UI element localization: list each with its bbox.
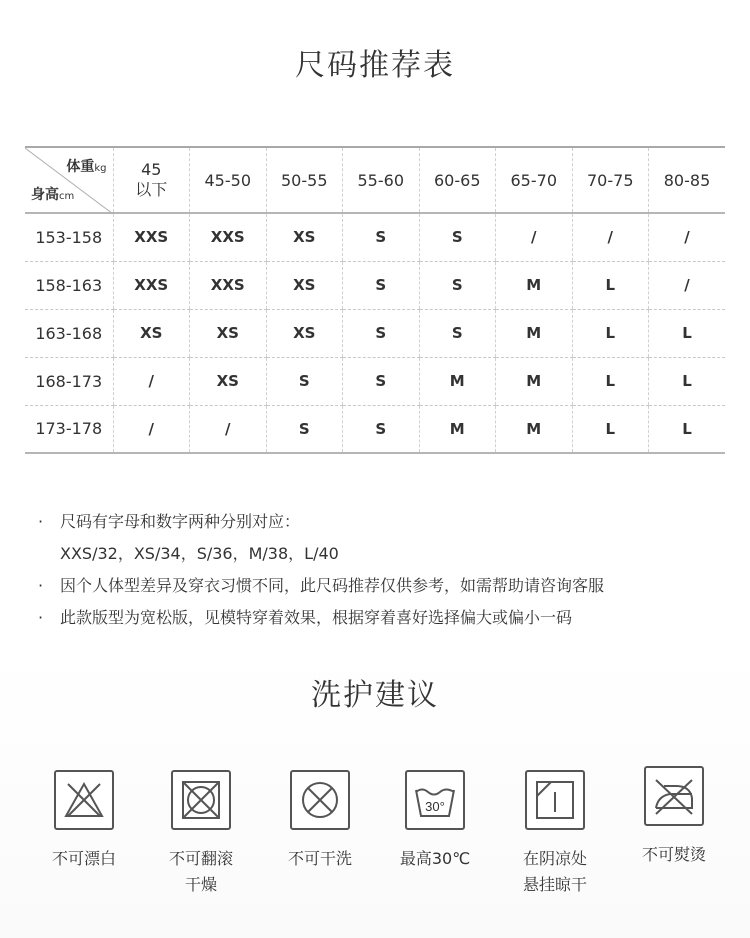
size-cell: L xyxy=(572,261,649,309)
size-chart-title: 尺码推荐表 xyxy=(295,48,455,83)
size-notes xyxy=(38,506,728,634)
size-cell: / xyxy=(572,213,649,261)
size-cell: S xyxy=(419,309,496,357)
care-title: 洗护建议 xyxy=(311,678,439,713)
size-cell: S xyxy=(343,309,420,357)
size-cell: S xyxy=(343,357,420,405)
care-label: 不可翻滚 干燥 xyxy=(168,849,233,894)
size-cell: XS xyxy=(113,309,190,357)
height-range-cell: 173-178 xyxy=(25,405,113,453)
size-cell: / xyxy=(649,261,726,309)
weight-header: 60-65 xyxy=(419,147,496,213)
size-cell: M xyxy=(419,405,496,453)
size-cell: M xyxy=(496,357,573,405)
size-cell: / xyxy=(649,213,726,261)
care-item-no-iron xyxy=(619,766,729,868)
table-header-row xyxy=(25,147,725,213)
size-cell: L xyxy=(649,309,726,357)
table-row xyxy=(25,213,725,261)
wash-30-icon xyxy=(405,770,465,830)
bullet: · xyxy=(38,608,44,627)
size-cell: XXS xyxy=(113,213,190,261)
care-label: 在阴凉处 悬挂晾干 xyxy=(522,849,587,894)
no-bleach-icon xyxy=(54,770,114,830)
wash-temperature-text: 30° xyxy=(425,799,445,814)
size-cell: XXS xyxy=(190,261,267,309)
note-item: · 尺码有字母和数字两种分别对应： xyxy=(38,506,728,538)
size-cell: XS xyxy=(266,309,343,357)
weight-header: 80-85 xyxy=(649,147,726,213)
size-cell: L xyxy=(572,405,649,453)
size-cell: L xyxy=(649,357,726,405)
size-cell: S xyxy=(266,405,343,453)
table-row xyxy=(25,405,725,453)
care-item-no-tumble-dry xyxy=(146,770,256,898)
care-item-no-bleach xyxy=(29,770,139,872)
size-cell: XS xyxy=(266,261,343,309)
bullet: · xyxy=(38,576,44,595)
care-label: 不可漂白 xyxy=(51,849,116,868)
care-label: 不可熨烫 xyxy=(641,845,706,864)
size-cell: M xyxy=(496,309,573,357)
size-cell: M xyxy=(496,261,573,309)
size-cell: XXS xyxy=(113,261,190,309)
weight-header xyxy=(113,147,190,213)
size-cell: / xyxy=(113,405,190,453)
height-header-label: 身高cm xyxy=(31,187,75,203)
table-row xyxy=(25,309,725,357)
size-cell: / xyxy=(190,405,267,453)
weight-header-label: 体重kg xyxy=(66,159,107,175)
size-cell: S xyxy=(343,213,420,261)
height-range-cell: 163-168 xyxy=(25,309,113,357)
note-item: · 此款版型为宽松版，见模特穿着效果，根据穿着喜好选择偏大或偏小一码 xyxy=(38,602,728,634)
no-dry-clean-icon xyxy=(290,770,350,830)
size-cell: L xyxy=(572,309,649,357)
weight-header: 65-70 xyxy=(496,147,573,213)
note-item: XXS/32，XS/34，S/36，M/38，L/40 xyxy=(60,544,339,563)
height-range-cell: 158-163 xyxy=(25,261,113,309)
size-cell: XS xyxy=(190,357,267,405)
weight-header: 55-60 xyxy=(343,147,420,213)
size-cell: / xyxy=(113,357,190,405)
size-cell: M xyxy=(496,405,573,453)
size-cell: XXS xyxy=(190,213,267,261)
drip-dry-shade-icon xyxy=(525,770,585,830)
size-cell: S xyxy=(343,261,420,309)
height-range-cell: 153-158 xyxy=(25,213,113,261)
weight-header-line: 45 xyxy=(141,160,162,179)
no-iron-icon xyxy=(644,766,704,826)
no-tumble-dry-icon xyxy=(171,770,231,830)
height-range-cell: 168-173 xyxy=(25,357,113,405)
care-label: 不可干洗 xyxy=(287,849,352,868)
weight-header-line: 以下 xyxy=(135,180,168,199)
size-cell: XS xyxy=(266,213,343,261)
weight-header: 45-50 xyxy=(190,147,267,213)
size-cell: S xyxy=(266,357,343,405)
care-label: 最高30℃ xyxy=(399,849,471,868)
corner-header xyxy=(25,147,113,213)
table-row xyxy=(25,357,725,405)
note-item: · 因个人体型差异及穿衣习惯不同，此尺码推荐仅供参考，如需帮助请咨询客服 xyxy=(38,570,728,602)
care-item-drip-dry-shade xyxy=(500,770,610,898)
size-cell: S xyxy=(419,213,496,261)
size-cell: L xyxy=(572,357,649,405)
bullet: · xyxy=(38,512,44,531)
table-row xyxy=(25,261,725,309)
size-cell: L xyxy=(649,405,726,453)
size-cell: S xyxy=(343,405,420,453)
care-item-no-dry-clean xyxy=(265,770,375,872)
size-cell: M xyxy=(419,357,496,405)
size-cell: XS xyxy=(190,309,267,357)
size-chart-table xyxy=(25,146,725,454)
size-cell: / xyxy=(496,213,573,261)
size-cell: S xyxy=(419,261,496,309)
size-chart-body xyxy=(25,213,725,453)
weight-header: 70-75 xyxy=(572,147,649,213)
care-item-wash-30 xyxy=(380,770,490,872)
weight-header: 50-55 xyxy=(266,147,343,213)
